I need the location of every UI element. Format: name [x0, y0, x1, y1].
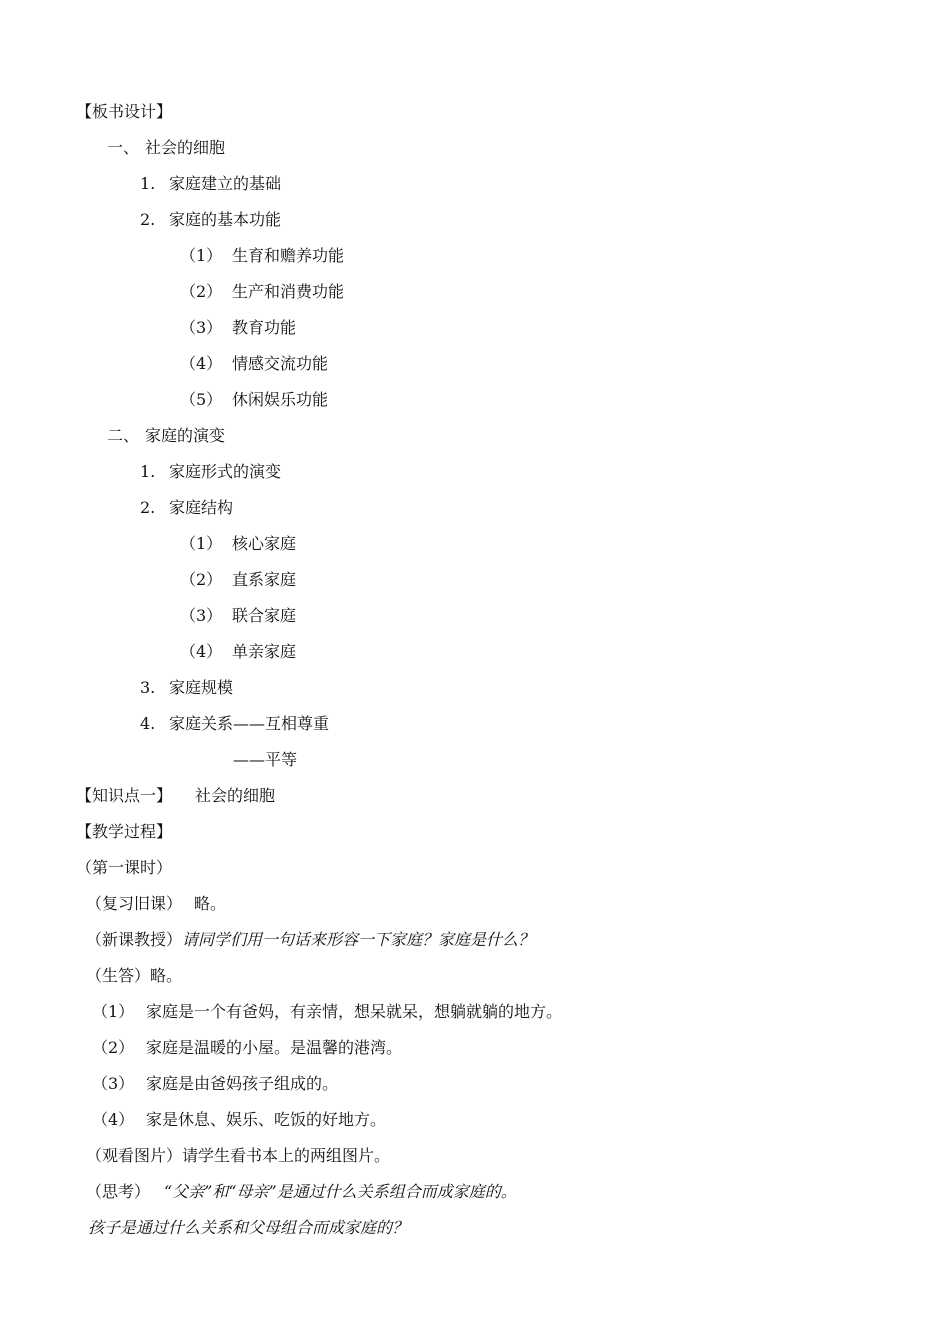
- board-design-heading: 【板书设计】: [76, 102, 173, 121]
- structure-item: [180, 606, 296, 626]
- new-lesson-label: （新课教授）: [86, 930, 183, 949]
- structure-item: [180, 642, 296, 662]
- relation-continuation: ——平等: [233, 750, 298, 769]
- function-number: （3）: [180, 318, 223, 337]
- section-1-item: [140, 174, 281, 194]
- review-line: [86, 894, 226, 914]
- item-text: 家庭关系——互相尊重: [169, 714, 330, 733]
- answer-item-text: 家庭是一个有爸妈，有亲情，想呆就呆，想躺就躺的地方。: [146, 1002, 563, 1021]
- structure-text: 单亲家庭: [232, 642, 297, 661]
- function-item: [180, 318, 296, 338]
- picture-line: [86, 1146, 390, 1166]
- answer-number: （1）: [92, 1002, 135, 1021]
- structure-number: （4）: [180, 642, 223, 661]
- answer-item: [92, 1110, 386, 1130]
- function-item: [180, 246, 344, 266]
- answer-line: [86, 966, 182, 986]
- section-2-number: 二、: [107, 426, 140, 445]
- section-2-item: [140, 498, 233, 518]
- function-text: 生育和赡养功能: [232, 246, 345, 265]
- structure-number: （3）: [180, 606, 223, 625]
- review-text: 略。: [194, 894, 227, 913]
- function-text: 教育功能: [232, 318, 297, 337]
- item-number: 2.: [140, 498, 156, 517]
- function-text: 情感交流功能: [232, 354, 329, 373]
- function-item: [180, 390, 328, 410]
- item-number: 2.: [140, 210, 156, 229]
- section-1-line: [107, 138, 225, 158]
- answer-item-text: 家是休息、娱乐、吃饭的好地方。: [146, 1110, 387, 1129]
- structure-text: 联合家庭: [232, 606, 297, 625]
- item-text: 家庭的基本功能: [169, 210, 282, 229]
- teaching-process-heading: 【教学过程】: [76, 822, 173, 841]
- function-number: （2）: [180, 282, 223, 301]
- section-1-number: 一、: [107, 138, 140, 157]
- function-number: （1）: [180, 246, 223, 265]
- item-number: 1.: [140, 174, 156, 193]
- item-text: 家庭建立的基础: [169, 174, 282, 193]
- think-question-2: 孩子是通过什么关系和父母组合而成家庭的？: [88, 1218, 409, 1237]
- knowledge-point-label: 【知识点一】: [76, 786, 173, 805]
- answer-item-text: 家庭是温暖的小屋。是温馨的港湾。: [146, 1038, 403, 1057]
- function-number: （5）: [180, 390, 223, 409]
- function-item: [180, 282, 344, 302]
- item-number: 4.: [140, 714, 156, 733]
- answer-item: [92, 1002, 562, 1022]
- section-1-title: 社会的细胞: [145, 138, 226, 157]
- new-lesson-line: [86, 930, 534, 950]
- function-item: [180, 354, 328, 374]
- knowledge-point-line: [76, 786, 275, 806]
- think-question-1: “父亲”和“母亲”是通过什么关系组合而成家庭的。: [164, 1182, 517, 1201]
- section-2-item: [140, 678, 233, 698]
- structure-number: （1）: [180, 534, 223, 553]
- structure-item: [180, 570, 296, 590]
- item-text: 家庭规模: [169, 678, 234, 697]
- section-2-item: [140, 462, 281, 482]
- section-2-title: 家庭的演变: [145, 426, 226, 445]
- section-2-line: [107, 426, 225, 446]
- function-text: 生产和消费功能: [232, 282, 345, 301]
- item-number: 1.: [140, 462, 156, 481]
- knowledge-point-text: 社会的细胞: [195, 786, 276, 805]
- period-label: （第一课时）: [76, 858, 173, 877]
- structure-number: （2）: [180, 570, 223, 589]
- new-lesson-question: 请同学们用一句话来形容一下家庭？家庭是什么？: [182, 930, 535, 949]
- picture-text: 请学生看书本上的两组图片。: [182, 1146, 391, 1165]
- structure-text: 直系家庭: [232, 570, 297, 589]
- structure-item: [180, 534, 296, 554]
- think-label: （思考）: [86, 1182, 151, 1201]
- answer-number: （2）: [92, 1038, 135, 1057]
- item-text: 家庭形式的演变: [169, 462, 282, 481]
- answer-label: （生答）: [86, 966, 151, 985]
- item-text: 家庭结构: [169, 498, 234, 517]
- answer-number: （4）: [92, 1110, 135, 1129]
- function-text: 休闲娱乐功能: [232, 390, 329, 409]
- answer-text: 略。: [150, 966, 183, 985]
- answer-item: [92, 1038, 402, 1058]
- structure-text: 核心家庭: [232, 534, 297, 553]
- section-2-item: [140, 714, 329, 734]
- answer-item: [92, 1074, 338, 1094]
- function-number: （4）: [180, 354, 223, 373]
- item-number: 3.: [140, 678, 156, 697]
- answer-number: （3）: [92, 1074, 135, 1093]
- answer-item-text: 家庭是由爸妈孩子组成的。: [146, 1074, 339, 1093]
- section-1-item: [140, 210, 281, 230]
- review-label: （复习旧课）: [86, 894, 183, 913]
- think-line: [86, 1182, 517, 1202]
- picture-label: （观看图片）: [86, 1146, 183, 1165]
